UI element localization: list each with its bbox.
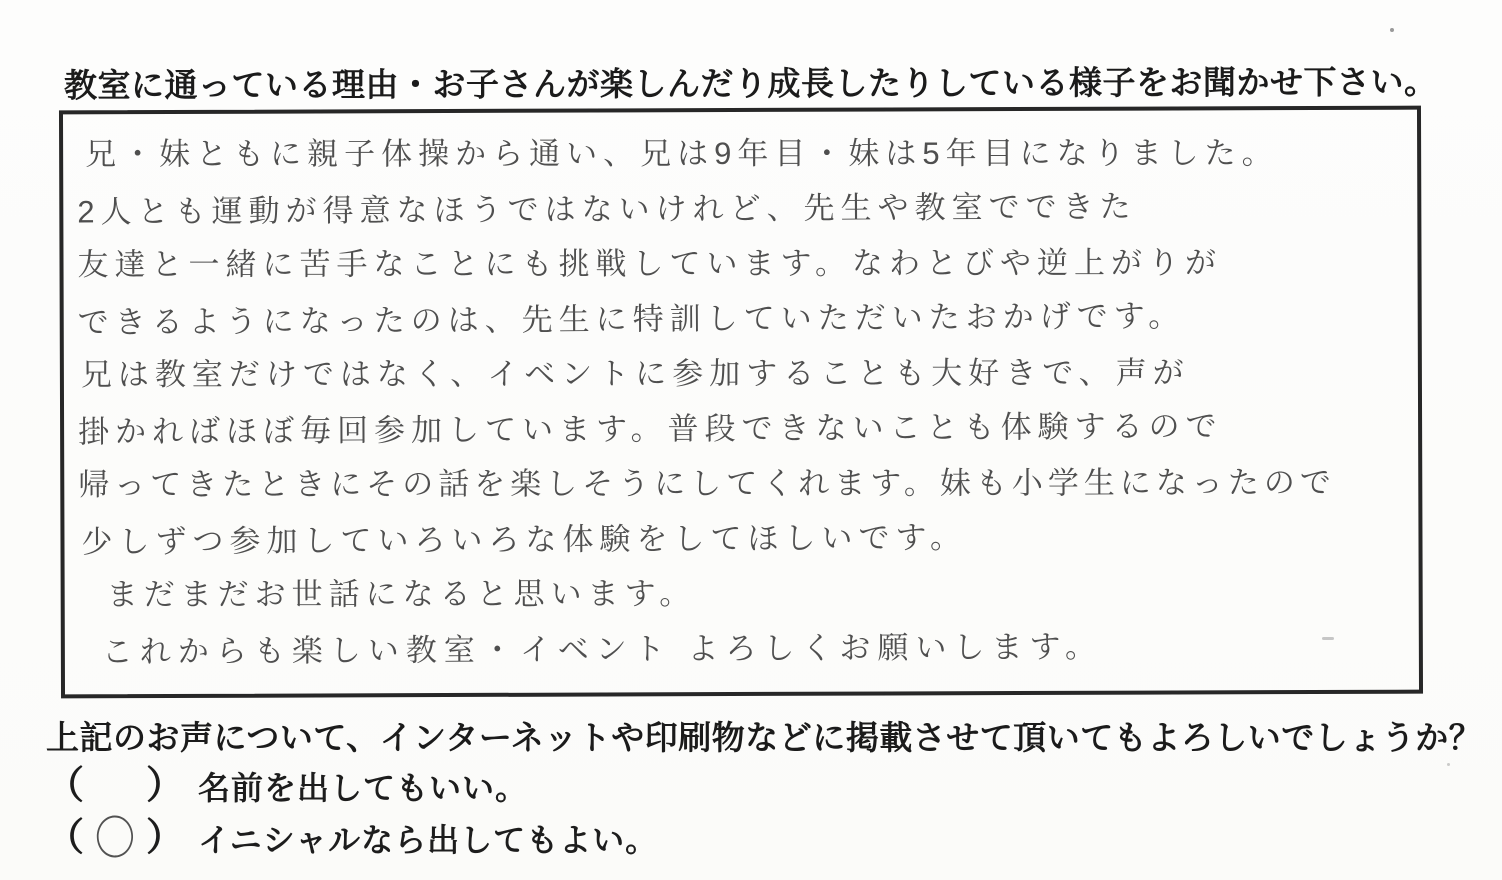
survey-question-heading: 教室に通っている理由・お子さんが楽しんだり成長したりしている様子をお聞かせ下さい。 xyxy=(63,63,1438,104)
response-line: 帰ってきたときにその話を楽しそうにしてくれます。妹も小学生になったので xyxy=(78,464,1336,503)
response-line: 友達と一緒に苦手なことにも挑戦しています。なわとびや逆上がりが xyxy=(77,245,1223,283)
response-line: まだまだお世話になると思います。 xyxy=(106,576,697,613)
close-paren: ） xyxy=(146,765,185,807)
response-line: 2人とも運動が得意なほうではないけれど、先生や教室でできた xyxy=(77,188,1137,230)
close-paren: ） xyxy=(146,817,185,859)
response-line: できるようになったのは、先生に特訓していただいたおかげです。 xyxy=(77,298,1186,341)
consent-question: 上記のお声について、インターネットや印刷物などに掲載させて頂いてもよろしいでしょうか？ xyxy=(46,719,1483,756)
response-line: これからも楽しい教室・イベント よろしくお願いします。 xyxy=(101,629,1104,670)
option-label: イニシャルなら出してもよい。 xyxy=(198,822,659,858)
consent-option-full-name xyxy=(46,762,528,810)
response-line: 兄は教室だけではなく、イベントに参加することも大好きで、声が xyxy=(80,355,1190,393)
scan-speck xyxy=(1447,763,1450,766)
response-line: 少しずつ参加していろいろな体験をしてほしいです。 xyxy=(81,519,968,560)
option-label: 名前を出してもいい。 xyxy=(198,770,529,806)
response-line: 兄・妹ともに親子体操から通い、兄は9年目・妹は5年目になりました。 xyxy=(85,135,1279,172)
option-mark-slot xyxy=(84,810,146,866)
open-paren: （ xyxy=(46,817,85,859)
option-mark-slot xyxy=(84,762,146,810)
response-line: 掛かればほぼ毎回参加しています。普段できないことも体験するので xyxy=(78,408,1223,450)
consent-option-initials xyxy=(46,810,659,866)
handwritten-response-box xyxy=(59,106,1423,699)
open-paren: （ xyxy=(46,765,85,807)
scan-speck xyxy=(1390,28,1394,32)
handwritten-circle-mark: 〇 xyxy=(93,810,137,866)
